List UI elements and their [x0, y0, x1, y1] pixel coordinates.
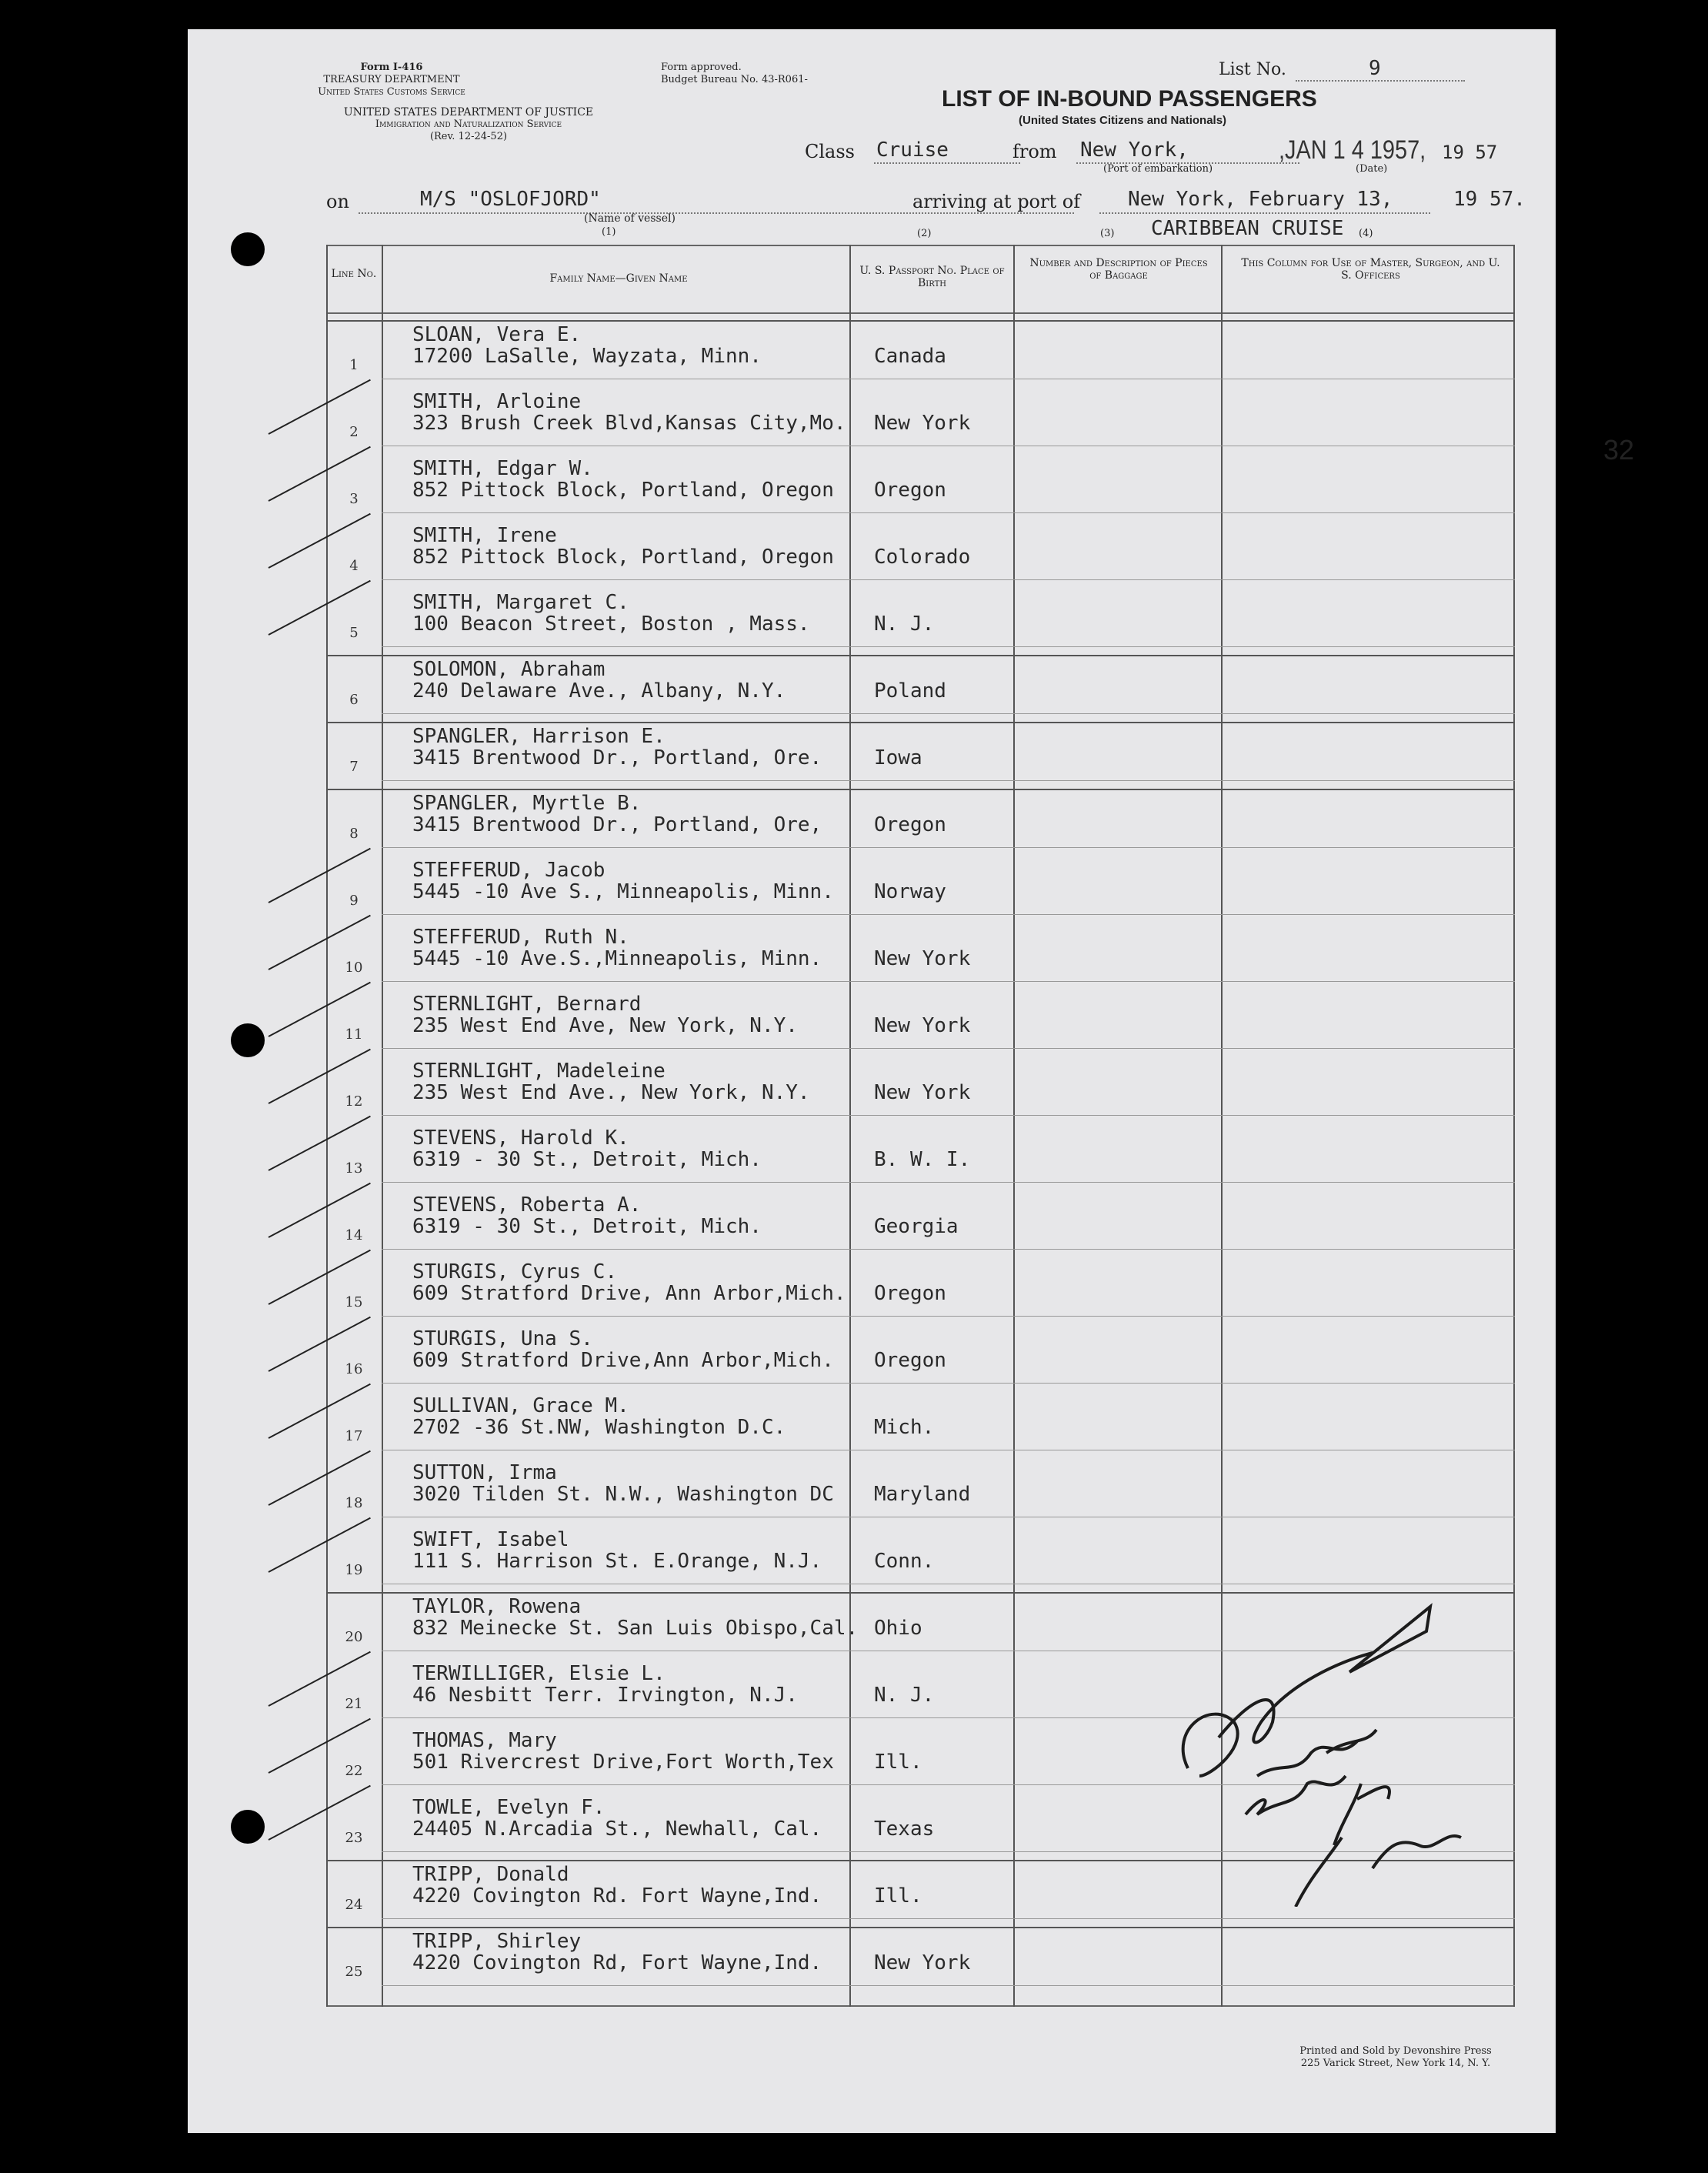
vessel-name: M/S "OSLOFJORD": [420, 188, 601, 211]
line-number: 3: [349, 491, 359, 507]
date-stamp: ,JAN 1 4 1957,: [1279, 135, 1426, 165]
passenger-name: STERNLIGHT, Madeleine: [412, 1060, 666, 1083]
passenger-name: SPANGLER, Harrison E.: [412, 725, 666, 748]
table-row: [326, 1183, 1515, 1250]
passenger-name: SMITH, Edgar W.: [412, 457, 593, 480]
col-baggage: Number and Description of Pieces of Baggage: [1029, 257, 1208, 282]
passenger-address: 323 Brush Creek Blvd,Kansas City,Mo.: [412, 412, 846, 435]
place-of-birth: B. W. I.: [874, 1148, 971, 1171]
place-of-birth: Texas: [874, 1818, 935, 1841]
col-name: Family Name—Given Name: [549, 272, 688, 285]
class-label: Class: [805, 141, 855, 162]
class-value: Cruise: [876, 139, 949, 162]
date-caption: (Date): [1356, 163, 1388, 175]
table-row: [326, 379, 1515, 446]
table-row: [326, 781, 1515, 848]
vessel-caption: (Name of vessel): [584, 212, 676, 225]
passenger-address: 24405 N.Arcadia St., Newhall, Cal.: [412, 1818, 822, 1841]
place-of-birth: Oregon: [874, 1349, 946, 1372]
passenger-name: STEVENS, Roberta A.: [412, 1193, 642, 1217]
passenger-name: STEVENS, Harold K.: [412, 1127, 629, 1150]
passenger-name: SLOAN, Vera E.: [412, 323, 582, 346]
embarkation-caption: (Port of embarkation): [1103, 163, 1213, 175]
line-number: 22: [345, 1763, 363, 1779]
line-number: 10: [345, 960, 363, 976]
place-of-birth: New York: [874, 1081, 971, 1104]
justice-block: [319, 106, 619, 143]
ins-label: Immigration and Naturalization Service: [375, 118, 562, 130]
passenger-address: 6319 - 30 St., Detroit, Mich.: [412, 1148, 762, 1171]
line-number: 9: [349, 893, 359, 909]
place-of-birth: Ohio: [874, 1617, 922, 1640]
passenger-name: SUTTON, Irma: [412, 1461, 557, 1484]
printer-line-1: Printed and Sold by Devonshire Press: [1299, 2045, 1492, 2057]
passenger-name: STEFFERUD, Jacob: [412, 859, 605, 882]
table-row: [326, 1450, 1515, 1517]
passenger-address: 235 West End Ave, New York, N.Y.: [412, 1014, 798, 1037]
line-number: 20: [345, 1629, 363, 1645]
arrival-year: 19 57.: [1453, 188, 1526, 211]
passenger-address: 111 S. Harrison St. E.Orange, N.J.: [412, 1550, 822, 1573]
col-line-no: Line No.: [331, 268, 377, 280]
table-row: [326, 1049, 1515, 1116]
passenger-name: SMITH, Irene: [412, 524, 557, 547]
line-number: 6: [349, 692, 359, 708]
form-approved: Form approved.: [661, 62, 742, 73]
binder-hole: [231, 1810, 265, 1844]
arrival-port-date: New York, February 13,: [1128, 188, 1393, 211]
passenger-address: 852 Pittock Block, Portland, Oregon: [412, 546, 834, 569]
place-of-birth: New York: [874, 1951, 971, 1974]
place-of-birth: Ill.: [874, 1751, 922, 1774]
line-number: 16: [345, 1361, 363, 1377]
passenger-name: STURGIS, Una S.: [412, 1327, 593, 1350]
caption-4: (4): [1359, 228, 1373, 239]
place-of-birth: Poland: [874, 679, 946, 703]
line-number: 7: [349, 759, 359, 775]
passenger-name: STERNLIGHT, Bernard: [412, 993, 642, 1016]
table-row: [326, 1919, 1515, 1986]
line-number: 8: [349, 826, 359, 842]
passenger-address: 832 Meinecke St. San Luis Obispo,Cal.: [412, 1617, 859, 1640]
treasury-label: TREASURY DEPARTMENT: [323, 74, 460, 85]
passenger-address: 6319 - 30 St., Detroit, Mich.: [412, 1215, 762, 1238]
strike-line: [326, 722, 1515, 723]
line-number: 25: [345, 1964, 363, 1980]
passenger-address: 46 Nesbitt Terr. Irvington, N.J.: [412, 1684, 798, 1707]
place-of-birth: Mich.: [874, 1416, 935, 1439]
passenger-address: 235 West End Ave., New York, N.Y.: [412, 1081, 810, 1104]
line-number: 14: [345, 1227, 363, 1243]
table-row: [326, 513, 1515, 580]
page-title: LIST OF IN-BOUND PASSENGERS: [942, 86, 1317, 112]
form-number: Form I-416: [360, 62, 423, 73]
table-row: [326, 446, 1515, 513]
strike-line: [326, 1927, 1515, 1928]
budget-number: Budget Bureau No. 43-R061-: [661, 74, 808, 85]
place-of-birth: N. J.: [874, 613, 935, 636]
line-number: 13: [345, 1160, 363, 1177]
table-row: [326, 580, 1515, 647]
place-of-birth: New York: [874, 947, 971, 970]
table-row: [326, 982, 1515, 1049]
printer-line-2: 225 Varick Street, New York 14, N. Y.: [1300, 2058, 1491, 2069]
passenger-address: 5445 -10 Ave.S.,Minneapolis, Minn.: [412, 947, 822, 970]
passenger-address: 3415 Brentwood Dr., Portland, Ore.: [412, 746, 822, 769]
passenger-address: 4220 Covington Rd. Fort Wayne,Ind.: [412, 1884, 822, 1908]
on-label: on: [326, 191, 349, 212]
place-of-birth: Conn.: [874, 1550, 935, 1573]
line-number: 15: [345, 1294, 363, 1310]
passenger-name: SMITH, Arloine: [412, 390, 582, 413]
officer-count: 32: [1603, 434, 1635, 466]
handwritten-signature: [1165, 1545, 1488, 1907]
list-label: List No.: [1219, 60, 1286, 79]
table-row: [326, 915, 1515, 982]
justice-label: UNITED STATES DEPARTMENT OF JUSTICE: [343, 106, 594, 118]
line-number: 17: [345, 1428, 363, 1444]
approval-block: [661, 62, 808, 86]
line-number: 23: [345, 1830, 363, 1846]
place-of-birth: Norway: [874, 880, 946, 903]
revision-label: (Rev. 12-24-52): [429, 131, 508, 142]
embarkation-port: New York,: [1080, 139, 1189, 162]
col-officers: This Column for Use of Master, Surgeon, and U. S. Officers: [1241, 257, 1500, 282]
form-block: [303, 62, 480, 98]
table-row: [326, 1116, 1515, 1183]
place-of-birth: N. J.: [874, 1684, 935, 1707]
place-of-birth: Georgia: [874, 1215, 959, 1238]
line-number: 5: [349, 625, 359, 641]
page-subtitle: (United States Citizens and Nationals): [1019, 114, 1227, 127]
place-of-birth: Canada: [874, 345, 946, 368]
place-of-birth: Maryland: [874, 1483, 971, 1506]
place-of-birth: Oregon: [874, 813, 946, 836]
line-number: 1: [349, 357, 359, 373]
line-number: 4: [349, 558, 359, 574]
line-number: 18: [345, 1495, 363, 1511]
passenger-address: 100 Beacon Street, Boston , Mass.: [412, 613, 810, 636]
customs-label: United States Customs Service: [318, 86, 465, 98]
col-passport: U. S. Passport No. Place of Birth: [859, 265, 1005, 289]
passenger-address: 501 Rivercrest Drive,Fort Worth,Tex: [412, 1751, 834, 1774]
line-number: 24: [345, 1897, 363, 1913]
printer-footer: [1253, 2045, 1538, 2070]
table-row: [326, 1317, 1515, 1384]
line-number: 2: [349, 424, 359, 440]
line-number: 12: [345, 1093, 363, 1110]
cruise-name: CARIBBEAN CRUISE: [1151, 217, 1344, 240]
passenger-name: TOWLE, Evelyn F.: [412, 1796, 605, 1819]
passenger-name: TAYLOR, Rowena: [412, 1595, 582, 1618]
table-row: [326, 848, 1515, 915]
binder-hole: [231, 1023, 265, 1057]
passenger-address: 5445 -10 Ave S., Minneapolis, Minn.: [412, 880, 834, 903]
place-of-birth: Oregon: [874, 479, 946, 502]
arriving-label: arriving at port of: [912, 191, 1081, 212]
passenger-name: TERWILLIGER, Elsie L.: [412, 1662, 666, 1685]
passenger-address: 17200 LaSalle, Wayzata, Minn.: [412, 345, 762, 368]
strike-line: [326, 655, 1515, 656]
place-of-birth: Iowa: [874, 746, 922, 769]
date-year: 19 57: [1442, 142, 1498, 163]
manifest-sheet: [188, 29, 1635, 2133]
from-label: from: [1012, 141, 1057, 162]
passenger-address: 3020 Tilden St. N.W., Washington DC: [412, 1483, 834, 1506]
passenger-name: SULLIVAN, Grace M.: [412, 1394, 629, 1417]
passenger-address: 609 Stratford Drive,Ann Arbor,Mich.: [412, 1349, 834, 1372]
place-of-birth: New York: [874, 1014, 971, 1037]
place-of-birth: Ill.: [874, 1884, 922, 1908]
line-number: 11: [345, 1026, 363, 1043]
table-row: [326, 312, 1515, 379]
passenger-name: SWIFT, Isabel: [412, 1528, 569, 1551]
passenger-name: THOMAS, Mary: [412, 1729, 557, 1752]
line-number: 19: [345, 1562, 363, 1578]
strike-line: [326, 320, 1515, 322]
line-number: 21: [345, 1696, 363, 1712]
passenger-address: 3415 Brentwood Dr., Portland, Ore,: [412, 813, 822, 836]
caption-2: (2): [917, 228, 932, 239]
passenger-name: SMITH, Margaret C.: [412, 591, 629, 614]
place-of-birth: New York: [874, 412, 971, 435]
caption-3: (3): [1100, 228, 1115, 239]
caption-1: (1): [602, 226, 616, 238]
binder-hole: [231, 232, 265, 266]
passenger-address: 852 Pittock Block, Portland, Oregon: [412, 479, 834, 502]
passenger-address: 4220 Covington Rd, Fort Wayne,Ind.: [412, 1951, 822, 1974]
table-row: [326, 1250, 1515, 1317]
table-row: [326, 647, 1515, 714]
strike-line: [326, 789, 1515, 790]
table-row: [326, 714, 1515, 781]
passenger-address: 2702 -36 St.NW, Washington D.C.: [412, 1416, 786, 1439]
passenger-name: TRIPP, Shirley: [412, 1930, 582, 1953]
table-row: [326, 1384, 1515, 1450]
passenger-name: TRIPP, Donald: [412, 1863, 569, 1886]
passenger-name: SPANGLER, Myrtle B.: [412, 792, 642, 815]
place-of-birth: Colorado: [874, 546, 971, 569]
passenger-name: SOLOMON, Abraham: [412, 658, 605, 681]
place-of-birth: Oregon: [874, 1282, 946, 1305]
list-number: 9: [1369, 57, 1381, 80]
passenger-name: STEFFERUD, Ruth N.: [412, 926, 629, 949]
passenger-address: 240 Delaware Ave., Albany, N.Y.: [412, 679, 786, 703]
passenger-address: 609 Stratford Drive, Ann Arbor,Mich.: [412, 1282, 846, 1305]
passenger-name: STURGIS, Cyrus C.: [412, 1260, 618, 1283]
